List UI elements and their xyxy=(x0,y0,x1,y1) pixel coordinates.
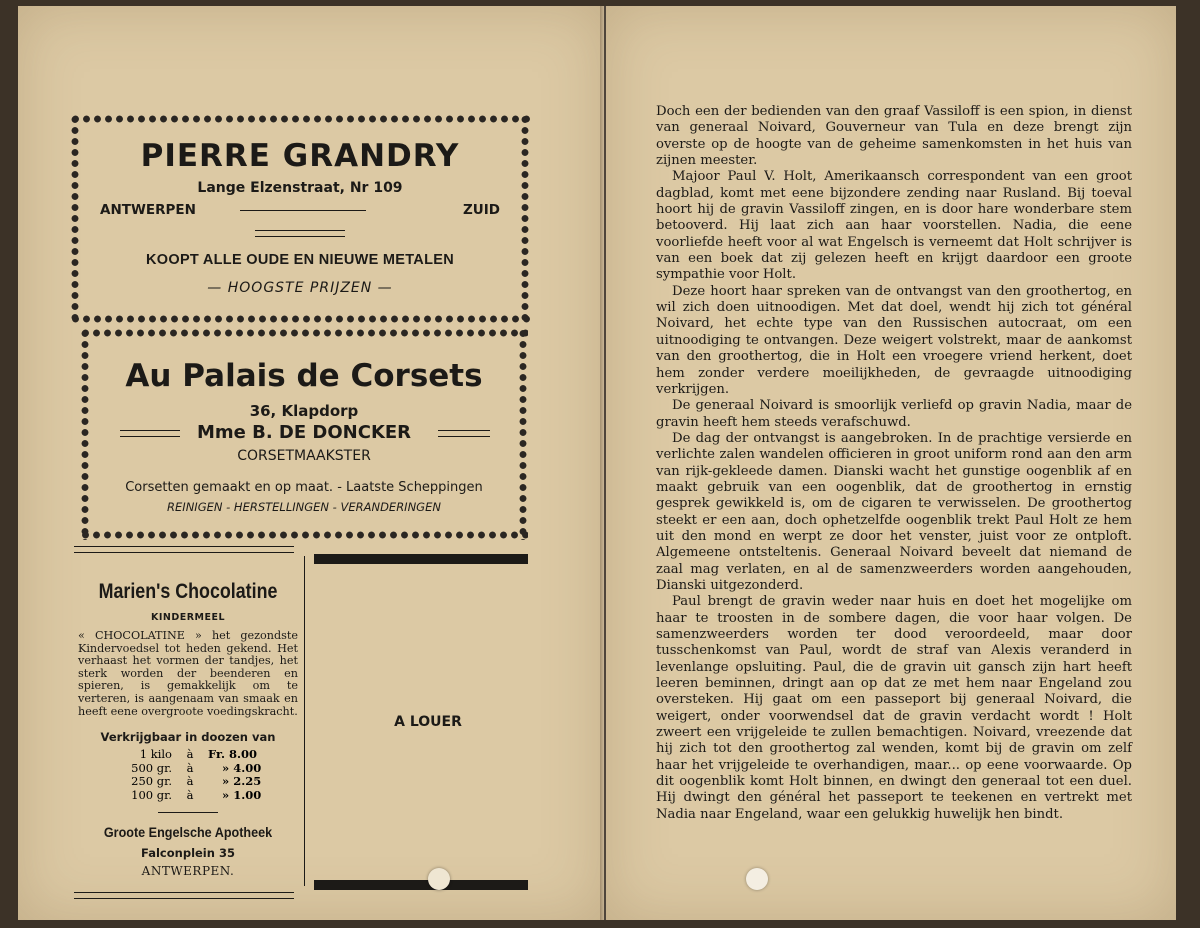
section-rule-right-thick xyxy=(314,554,528,564)
price-qty: 500 gr. xyxy=(131,760,172,775)
ad2-line2: REINIGEN - HERSTELLINGEN - VERANDERINGEN xyxy=(167,500,441,514)
ad1-slogan: KOOPT ALLE OUDE EN NIEUWE METALEN xyxy=(146,252,454,268)
ad2-name: Au Palais de Corsets xyxy=(125,358,483,394)
ad3-price-table xyxy=(106,748,292,802)
ad3-body: « CHOCOLATINE » het gezondste Kindervoedsel tot heden gekend. Het verhaast het vormen der tandjes, het sterk worden der beenderen en spieren, is gemakkelijk om te verteren, is aangenaam van smaak en heeft eene overgroote voedingskracht. xyxy=(78,629,298,718)
ad1-district: ZUID xyxy=(463,202,500,218)
ad2-address: 36, Klapdorp xyxy=(249,402,359,420)
ad1-divider-mid xyxy=(240,210,366,211)
ad3-sale-heading: Verkrijgbaar in doozen van xyxy=(100,730,276,744)
ornament-border-top xyxy=(70,114,530,124)
price-row xyxy=(106,748,292,762)
price-row xyxy=(106,789,292,803)
ad3-shop: Groote Engelsche Apotheek xyxy=(103,824,273,840)
story-paragraph: Paul brengt de gravin weder naar huis en doet het mogelijke om haar te troosten in de sombere dagen, die voor haar volgen. De samenzweerders worden ter dood veroordeeld, maar door tusschenkomst van Paul, wordt de straf van Alexis veranderd in levenlange opsluiting. Paul, die de gravin uit gansch zijn hart heeft leeren beminnen, dringt aan op dat ze met hem naar Engeland zou oversteken. Hij gaat om een passeport bij generaal Noivard, die weigert, onder voorwendsel dat de gravin verdacht wordt ! Holt zweert een vrijgeleide te zullen bemachtigen. Noivard, vreezende dat hij zich tot den groothertog zal wenden, komt bij de gravin om zelf haar het vrijgeleide te overhandigen, maar... op eene voorwaarde. Op dit oogenblik komt Holt binnen, en dwingt den generaal tot een duel. Hij dwingt den général het passeport te teekenen en vertrekt met Nadia naar Engeland, waar een gelukkig huwelijk hen bindt. xyxy=(656,594,1132,822)
ad2-trade: CORSETMAAKSTER xyxy=(237,448,371,464)
ornament-border-bottom xyxy=(70,314,530,324)
ad3-name: Marien's Chocolatine xyxy=(98,580,278,603)
ad-palais-de-corsets xyxy=(80,328,528,540)
ad1-city: ANTWERPEN xyxy=(100,202,196,218)
ad-pierre-grandry xyxy=(70,114,530,324)
price-value: » 1.00 xyxy=(222,787,262,802)
story-paragraph: De generaal Noivard is smoorlijk verliefd op gravin Nadia, maar de gravin heeft hem steeds verafschuwd. xyxy=(656,398,1132,430)
ad1-prices: — HOOGSTE PRIJZEN — xyxy=(207,280,393,296)
ad1-address: Lange Elzenstraat, Nr 109 xyxy=(197,180,403,196)
story-paragraph: De dag der ontvangst is aangebroken. In de prachtige versierde en verlichte zalen wandelen officieren in groot uniform rond aan den arm van rijk-gekleede damen. Dianski wacht het gunstige oogenblik af en maakt gebruik van een oogenblik, dat de groothertog in ernstig gesprek gewikkeld is, om de cigaren te verwisselen. De groothertog steekt er een aan, doch ophetzelfde oogenblik trekt Paul Holt ze hem uit den mond en werpt ze door het venster, juist voor ze ontploft. Algemeene ontsteltenis. Generaal Noivard beveelt dat niemand de zaal mag verlaten, en al de samenzweerders worden aangehouden, Dianski uitgezonderd. xyxy=(656,430,1132,593)
price-value: » 2.25 xyxy=(222,774,262,788)
price-qty: 1 kilo xyxy=(139,747,172,761)
ad2-line1: Corsetten gemaakt en op maat. - Laatste Scheppingen xyxy=(125,480,483,495)
ad2-rule-right xyxy=(438,430,490,437)
left-page xyxy=(18,6,604,920)
story-paragraph: Deze hoort haar spreken van de ontvangst van den groothertog, en wil zich doen uitnoodigen. Met dat doel, wendt hij zich tot général Noivard, het echte type van den Russischen autocraat, om een uitnoodiging te ontvangen. Deze weigert volstrekt, maar de aankomst van den groothertog, die in Holt een vroegere vriend herkent, doet hem zonder verdere moeilijkheden, de gevraagde uitnoodiging verkrijgen. xyxy=(656,283,1132,397)
price-at: à xyxy=(186,747,194,761)
price-value: » 4.00 xyxy=(222,760,262,775)
story-paragraph: Majoor Paul V. Holt, Amerikaansch correspondent van een groot dagblad, komt met eene bijzondere zending naar Rusland. Bij toeval hoort hij de gravin Vassiloff zingen, en is door hare wonderbare stem betooverd. Hij laat zich aan haar voorstellen. Nadia, die eene voorliefde heeft voor al wat Engelsch is verneemt dat Holt schrijver is van een boek dat zij gelezen heeft en krijgt daardoor een groote sympathie voor Holt. xyxy=(656,169,1132,283)
ad3-shop-address: Falconplein 35 xyxy=(141,846,235,860)
story-text xyxy=(656,104,1132,823)
ad4-label: A LOUER xyxy=(394,714,462,730)
staple-hole xyxy=(428,868,450,890)
staple-hole xyxy=(746,868,768,890)
bottom-rule-right-thick xyxy=(314,880,528,890)
price-qty: 250 gr. xyxy=(131,774,172,788)
right-page xyxy=(606,6,1176,920)
ad-mariens-chocolatine xyxy=(78,568,298,888)
ad1-double-rule xyxy=(255,230,345,237)
ornament-border-top xyxy=(80,328,528,338)
ad3-divider xyxy=(158,812,218,813)
price-row xyxy=(106,762,292,776)
column-divider xyxy=(304,556,305,886)
price-at: à xyxy=(186,787,194,802)
ad1-name: PIERRE GRANDRY xyxy=(140,138,460,174)
price-at: à xyxy=(186,774,194,788)
section-rule-left xyxy=(74,546,294,553)
story-paragraph: Doch een der bedienden van den graaf Vassiloff is een spion, in dienst van generaal Noivard, Gouverneur van Tula en deze brengt zijn overste op de hoogte van de geheime samenkomsten in het huis van zijnen meester. xyxy=(656,104,1132,169)
price-at: à xyxy=(186,760,194,775)
price-qty: 100 gr. xyxy=(131,787,172,802)
ad2-owner: Mme B. DE DONCKER xyxy=(196,422,412,443)
ad3-shop-city: ANTWERPEN. xyxy=(141,864,235,878)
ornament-border-bottom xyxy=(80,530,528,540)
price-row xyxy=(106,775,292,789)
ad3-subtitle: KINDERMEEL xyxy=(150,612,226,623)
price-value: Fr. 8.00 xyxy=(208,747,257,761)
bottom-rule-left xyxy=(74,892,294,899)
